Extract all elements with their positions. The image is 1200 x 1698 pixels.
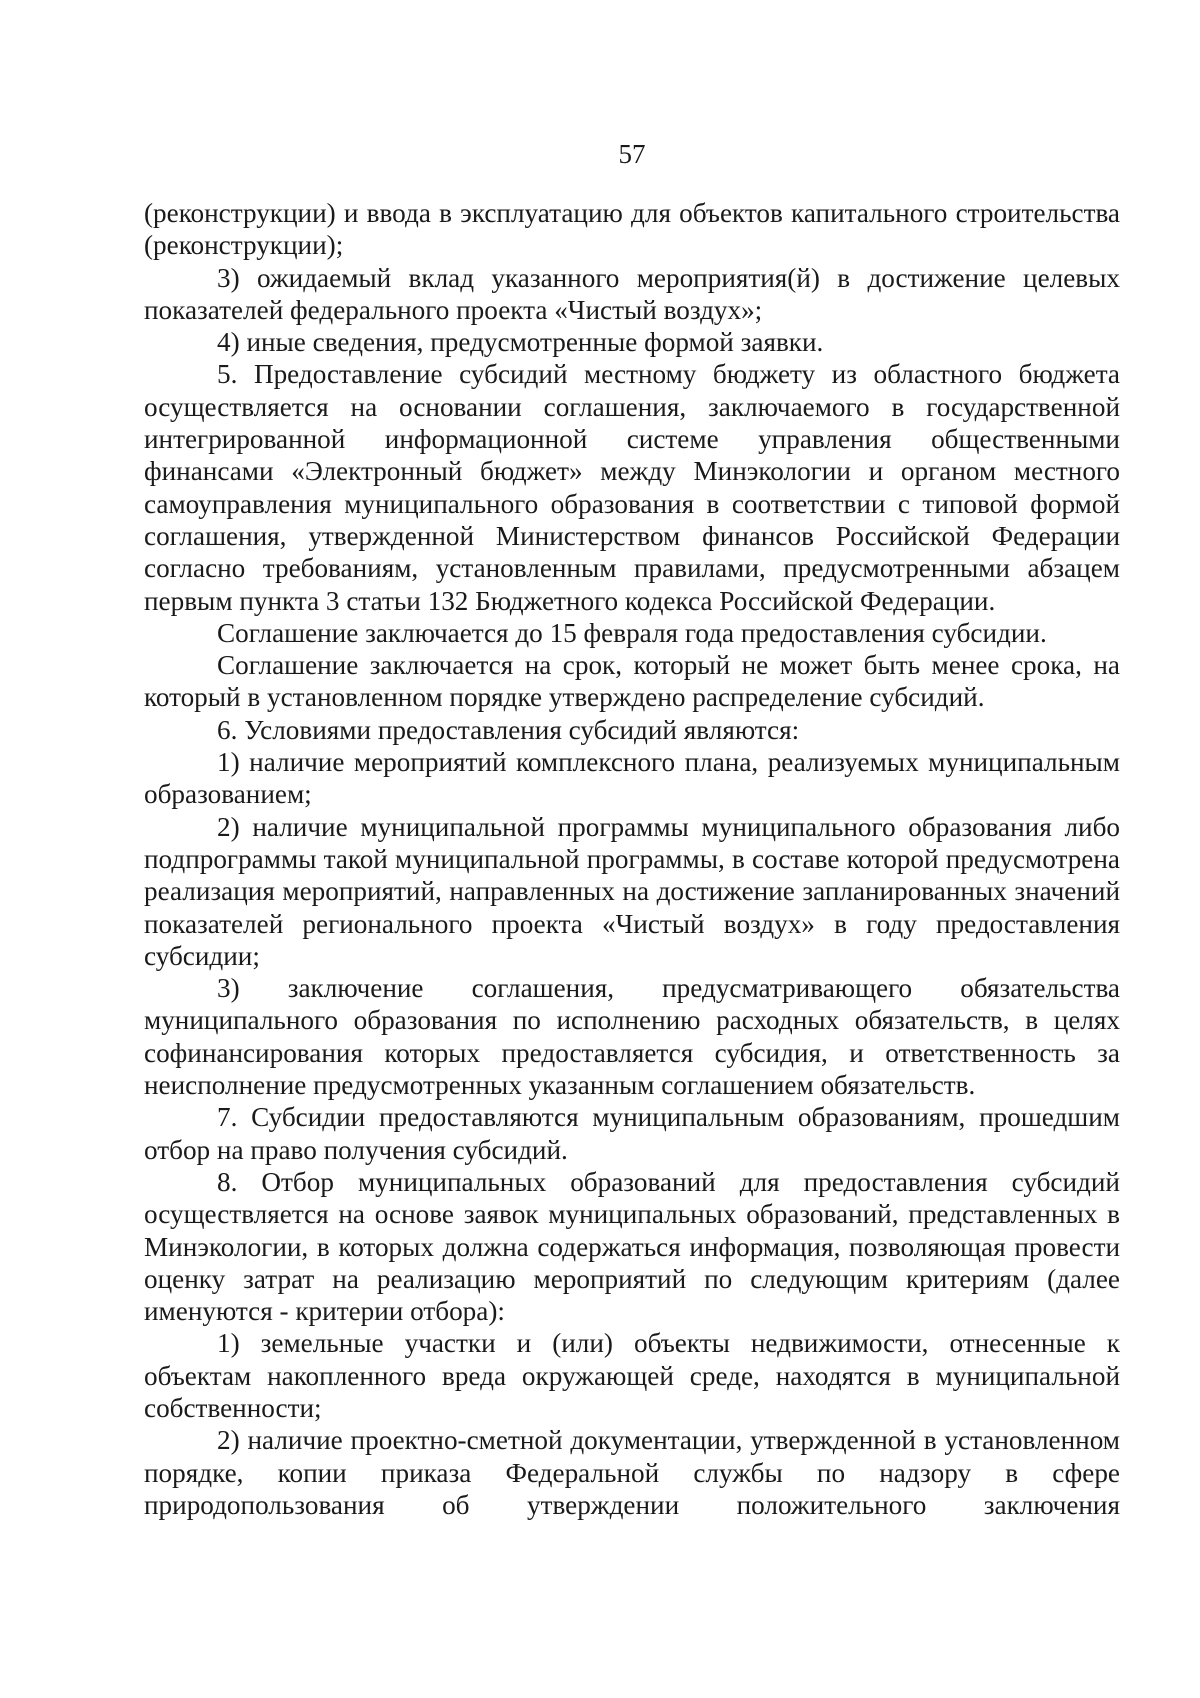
paragraph-4: 5. Предоставление субсидий местному бюджету из областного бюджета осуществляется на основании соглашения, заключаемого в государственной интегрированной информационной системе управления общественными финансами «Электронный бюджет» между Минэкологии и органом местного самоуправления муниципального образования в соответствии с типовой формой соглашения, утвержденной Министерством финансов Российской Федерации согласно требованиям, установленным правилами, предусмотренными абзацем первым пункта 3 статьи 132 Бюджетного кодекса Российской Федерации. [144,359,1120,616]
paragraph-7: 6. Условиями предоставления субсидий являются: [217,714,800,745]
paragraph-6: Соглашение заключается на срок, который не может быть менее срока, на который в установленном порядке утверждено распределение субсидий. [144,650,1120,713]
document-body [144,197,1120,1521]
paragraph-2: 3) ожидаемый вклад указанного мероприятия(й) в достижение целевых показателей федерального проекта «Чистый воздух»; [144,262,1120,325]
paragraph-10: 3) заключение соглашения, предусматривающего обязательства муниципального образования по исполнению расходных обязательств, в целях софинансирования которых предоставляется субсидия, и ответственность за неисполнение предусмотренных указанным соглашением обязательств. [144,973,1120,1101]
paragraph-8: 1) наличие мероприятий комплексного плана, реализуемых муниципальным образованием; [144,747,1120,810]
paragraph-14: 2) наличие проектно-сметной документации, утвержденной в установленном порядке, копии приказа Федеральной службы по надзору в сфере природопользования об утверждении положительного заключения [144,1425,1120,1520]
paragraph-5: Соглашение заключается до 15 февраля года предоставления субсидии. [217,617,1047,648]
page-number: 57 [618,139,646,169]
paragraph-11: 7. Субсидии предоставляются муниципальным образованиям, прошедшим отбор на право получения субсидий. [144,1102,1120,1165]
paragraph-3: 4) иные сведения, предусмотренные формой заявки. [217,327,824,358]
paragraph-1: (реконструкции) и ввода в эксплуатацию для объектов капитального строительства (реконструкции); [144,198,1120,261]
paragraph-12: 8. Отбор муниципальных образований для предоставления субсидий осуществляется на основе заявок муниципальных образований, представленных в Минэкологии, в которых должна содержаться информация, позволяющая провести оценку затрат на реализацию мероприятий по следующим критериям (далее именуются - критерии отбора): [144,1166,1120,1327]
paragraph-13: 1) земельные участки и (или) объекты недвижимости, отнесенные к объектам накопленного вреда окружающей среде, находятся в муниципальной собственности; [144,1328,1120,1423]
paragraph-9: 2) наличие муниципальной программы муниципального образования либо подпрограммы такой муниципальной программы, в составе которой предусмотрена реализация мероприятий, направленных на достижение запланированных значений показателей регионального проекта «Чистый воздух» в году предоставления субсидии; [144,811,1120,971]
